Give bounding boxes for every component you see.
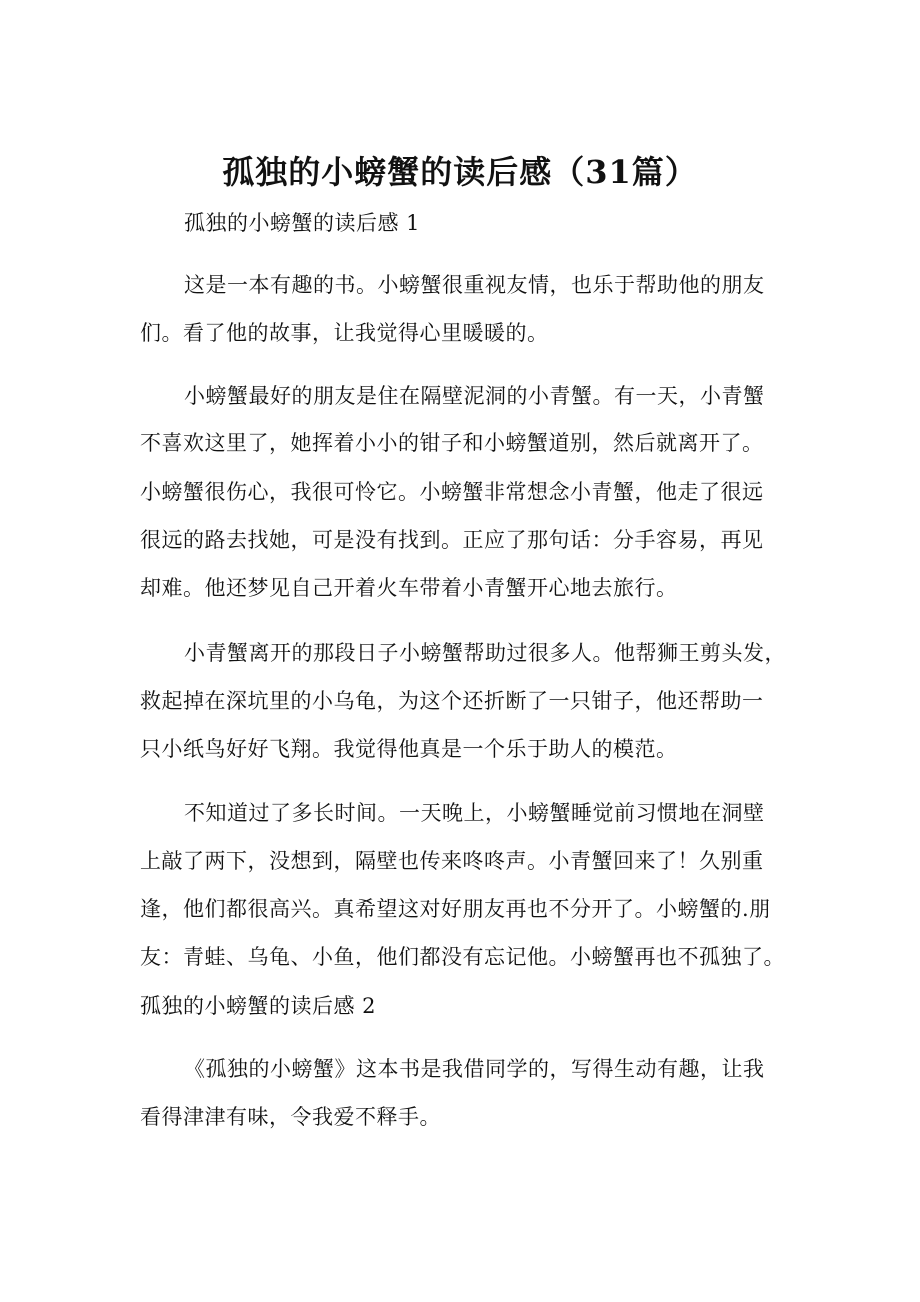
paragraph-line: 却难。他还梦见自己开着火车带着小青蟹开心地去旅行。 — [140, 576, 678, 600]
paragraph-line: 友：青蛙、乌龟、小鱼，他们都没有忘记他。小螃蟹再也不孤独了。 — [140, 945, 785, 969]
paragraph-line: 不知道过了多长时间。一天晚上，小螃蟹睡觉前习惯地在洞壁 — [184, 801, 765, 825]
section-heading-2: 孤独的小螃蟹的读后感 2 — [140, 994, 377, 1018]
paragraph-line: 看得津津有味，令我爱不释手。 — [140, 1105, 441, 1129]
paragraph-line: 不喜欢这里了，她挥着小小的钳子和小螃蟹道别，然后就离开了。 — [140, 431, 764, 455]
paragraph-line: 逢，他们都很高兴。真希望这对好朋友再也不分开了。小螃蟹的.朋 — [140, 897, 771, 921]
paragraph-line: 上敲了两下，没想到，隔壁也传来咚咚声。小青蟹回来了！久别重 — [140, 849, 764, 873]
paragraph-line: 这是一本有趣的书。小螃蟹很重视友情，也乐于帮助他的朋友 — [184, 273, 765, 297]
paragraph-line: 只小纸鸟好好飞翔。我觉得他真是一个乐于助人的模范。 — [140, 737, 678, 761]
paragraph-line: 小螃蟹很伤心，我很可怜它。小螃蟹非常想念小青蟹，他走了很远 — [140, 480, 764, 504]
section-heading-1: 孤独的小螃蟹的读后感 1 — [184, 211, 421, 235]
paragraph-line: 很远的路去找她，可是没有找到。正应了那句话：分手容易，再见 — [140, 528, 764, 552]
paragraph-line: 《孤独的小螃蟹》这本书是我借同学的，写得生动有趣，让我 — [184, 1057, 765, 1081]
paragraph-line: 小青蟹离开的那段日子小螃蟹帮助过很多人。他帮狮王剪头发， — [184, 641, 786, 665]
paragraph-line: 小螃蟹最好的朋友是住在隔壁泥洞的小青蟹。有一天，小青蟹 — [184, 384, 765, 408]
document-title: 孤独的小螃蟹的读后感（31篇） — [222, 153, 698, 191]
paragraph-line: 救起掉在深坑里的小乌龟，为这个还折断了一只钳子，他还帮助一 — [140, 689, 764, 713]
paragraph-line: 们。看了他的故事，让我觉得心里暖暖的。 — [140, 321, 549, 345]
